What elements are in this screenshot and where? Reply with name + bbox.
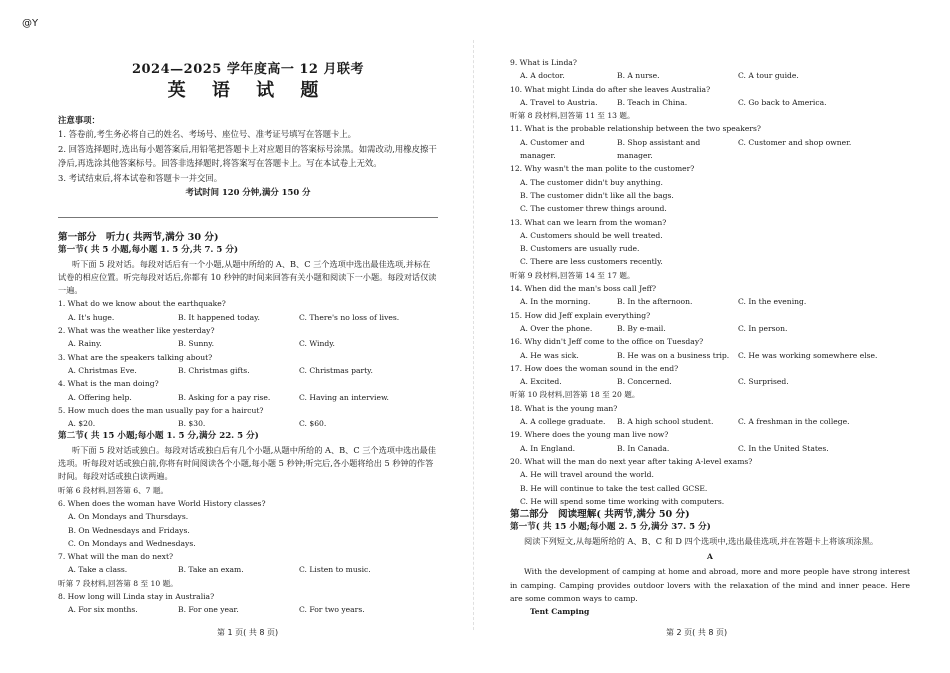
option: B. On Wednesdays and Fridays. xyxy=(68,525,190,535)
option-row xyxy=(510,442,910,455)
option: C. There are less customers recently. xyxy=(520,257,663,267)
option: B. Teach in China. xyxy=(617,97,688,107)
question-stem: 5. How much does the man usually pay for a haircut? xyxy=(58,405,264,415)
notice-block xyxy=(58,113,438,199)
section-title: 第一节( 共 5 小题,每小题 1. 5 分,共 7. 5 分) xyxy=(58,245,239,256)
time-info: 考试时间 120 分钟,满分 150 分 xyxy=(185,187,311,198)
option: A. Customer and manager. xyxy=(520,137,585,161)
passage-text: With the development of camping at home and abroad, more and more people have strong interest in camping. Camping provides outdoor lovers with the relaxation of the mind and inner peace. Here are some common ways to camp. xyxy=(510,567,910,603)
option: B. It happened today. xyxy=(178,312,260,322)
subject-title: 英 语 试 题 xyxy=(167,80,329,101)
option: C. A freshman in the college. xyxy=(738,417,850,427)
option: A. He will travel around the world. xyxy=(520,470,654,480)
question-stem: 9. What is Linda? xyxy=(510,58,577,67)
option: C. Go back to America. xyxy=(738,97,827,107)
option: A. A college graduate. xyxy=(520,417,606,427)
option: A. In England. xyxy=(520,443,576,453)
question-stem: 7. What will the man do next? xyxy=(58,552,174,562)
question-stem: 10. What might Linda do after she leaves Australia? xyxy=(510,84,711,94)
question xyxy=(58,404,438,431)
option: A. The customer didn't buy anything. xyxy=(520,177,663,187)
option: B. $30. xyxy=(178,419,206,429)
option: B. Take an exam. xyxy=(178,565,244,575)
option-row xyxy=(510,295,910,308)
option: A. $20. xyxy=(68,419,96,429)
option-row xyxy=(58,417,438,430)
question-stem: 17. How does the woman sound in the end? xyxy=(510,363,679,373)
option: C. A tour guide. xyxy=(738,71,799,81)
option-row xyxy=(510,96,910,109)
option: C. On Mondays and Wednesdays. xyxy=(68,538,196,548)
option: A. A doctor. xyxy=(520,71,565,81)
question-stem: 20. What will the man do next year after taking A-level exams? xyxy=(510,456,753,466)
question xyxy=(510,402,910,429)
option: C. Windy. xyxy=(299,339,335,349)
option: B. He will continue to take the test called GCSE. xyxy=(520,483,708,493)
page-footer: 第 2 页( 共 8 页) xyxy=(666,628,728,637)
option: B. In the afternoon. xyxy=(617,297,693,307)
option-row xyxy=(510,375,910,388)
part-title: 第二部分 阅读理解( 共两节,满分 50 分) xyxy=(510,509,690,521)
option: C. In the evening. xyxy=(738,297,807,307)
option: C. Customer and shop owner. xyxy=(738,137,852,147)
option: C. Listen to music. xyxy=(299,565,371,575)
option: B. Sunny. xyxy=(178,339,214,349)
option-stack xyxy=(510,468,910,508)
material-intro: 听第 6 段材料,回答第 6、7 题。 xyxy=(58,485,169,495)
option: C. Having an interview. xyxy=(299,392,389,402)
notice-item: 1. 答卷前,考生务必将自己的姓名、考场号、座位号、准考证号填写在答题卡上。 xyxy=(58,129,357,140)
notice-rule xyxy=(58,217,438,218)
question-stem: 8. How long will Linda stay in Australia? xyxy=(58,592,215,602)
listening-section xyxy=(58,231,438,617)
question xyxy=(510,335,910,362)
question-stem: 16. Why didn't Jeff come to the office on Tuesday? xyxy=(510,337,704,347)
option: A. Travel to Austria. xyxy=(520,97,598,107)
question xyxy=(510,122,910,162)
question-stem: 18. What is the young man? xyxy=(510,403,618,413)
question xyxy=(510,362,910,389)
option: C. $60. xyxy=(299,419,327,429)
page-divider xyxy=(473,40,474,630)
option: C. In the United States. xyxy=(738,443,829,453)
option-stack xyxy=(58,510,438,550)
option-row xyxy=(510,322,910,335)
option-row xyxy=(58,391,438,404)
option: A. He was sick. xyxy=(520,350,579,360)
option: A. Excited. xyxy=(520,377,562,387)
passage-subheading: Tent Camping xyxy=(530,607,590,617)
question xyxy=(510,56,910,83)
option: A. On Mondays and Thursdays. xyxy=(68,512,189,522)
option: C. He was working somewhere else. xyxy=(738,350,878,360)
option: B. By e-mail. xyxy=(617,323,666,333)
question-stem: 4. What is the man doing? xyxy=(58,379,159,389)
option-row xyxy=(510,349,910,362)
question-stem: 12. Why wasn't the man polite to the customer? xyxy=(510,164,695,174)
option: A. Offering help. xyxy=(68,392,132,402)
question xyxy=(58,324,438,351)
section-title: 第一节( 共 15 小题;每小题 2. 5 分,满分 37. 5 分) xyxy=(510,522,711,533)
option-row xyxy=(58,364,438,377)
question xyxy=(510,282,910,309)
option: B. Concerned. xyxy=(617,377,672,387)
question-stem: 15. How did Jeff explain everything? xyxy=(510,310,651,320)
question xyxy=(58,297,438,324)
question xyxy=(58,351,438,378)
section-instructions: 阅读下列短文,从每题所给的 A、B、C 和 D 四个选项中,选出最佳选项,并在答题卡上将该项涂黑。 xyxy=(524,535,879,546)
option: B. Asking for a pay rise. xyxy=(178,392,271,402)
option: C. In person. xyxy=(738,323,788,333)
question-stem: 14. When did the man's boss call Jeff? xyxy=(510,284,657,294)
question xyxy=(58,590,438,617)
question xyxy=(510,455,910,508)
notice-item: 2. 回答选择题时,选出每小题答案后,用铅笔把答题卡上对应题目的答案标号涂黑。如需改动,用橡皮擦干净后,再选涂其他答案标号。回答非选择题时,将答案写在答题卡上。写在本试卷上无效。 xyxy=(58,143,437,169)
question-stem: 11. What is the probable relationship between the two speakers? xyxy=(510,124,761,134)
notice-item: 3. 考试结束后,将本试卷和答题卡一并交回。 xyxy=(58,172,223,183)
option-row xyxy=(58,603,438,616)
option-row xyxy=(58,311,438,324)
option: A. Take a class. xyxy=(68,565,128,575)
option: B. The customer didn't like all the bags. xyxy=(520,190,674,200)
question xyxy=(58,497,438,550)
question xyxy=(510,216,910,269)
passage-label: A xyxy=(707,551,713,561)
option: A. Customers should be well treated. xyxy=(520,230,663,240)
option-stack xyxy=(510,176,910,216)
question-stem: 2. What was the weather like yesterday? xyxy=(58,326,215,336)
question-stem: 19. Where does the young man live now? xyxy=(510,430,669,440)
question xyxy=(510,309,910,336)
option: C. There's no loss of lives. xyxy=(299,312,400,322)
option: B. Shop assistant and manager. xyxy=(617,137,701,161)
option: C. The customer threw things around. xyxy=(520,204,667,214)
option-row xyxy=(58,337,438,350)
option: B. For one year. xyxy=(178,605,239,615)
option: A. Christmas Eve. xyxy=(68,365,137,375)
option-row xyxy=(510,69,910,82)
material-intro: 听第 7 段材料,回答第 8 至 10 题。 xyxy=(58,578,178,588)
option-row xyxy=(510,415,910,428)
option-row xyxy=(58,563,438,576)
page-footer: 第 1 页( 共 8 页) xyxy=(217,628,279,637)
option: B. He was on a business trip. xyxy=(617,350,730,360)
option: A. In the morning. xyxy=(520,297,591,307)
section-instructions: 听下面 5 段对话或独白。每段对话或独白后有几个小题,从题中所给的 A、B、C 三个选项中选出最佳选项。听每段对话或独白前,你将有时间阅读各个小题,每小题 5 秒钟;听完后,各小题将给出 5 秒钟的作答时间。每段对话或独白读两遍。 xyxy=(58,444,436,482)
question xyxy=(510,162,910,215)
material-intro: 听第 9 段材料,回答第 14 至 17 题。 xyxy=(510,270,635,280)
option: A. For six months. xyxy=(68,605,138,615)
option: A. Over the phone. xyxy=(520,323,593,333)
option: A. It's huge. xyxy=(68,312,115,322)
option: C. For two years. xyxy=(299,605,365,615)
material-intro: 听第 8 段材料,回答第 11 至 13 题。 xyxy=(510,111,635,121)
question xyxy=(58,377,438,404)
option: C. Christmas party. xyxy=(299,365,373,375)
option: B. Christmas gifts. xyxy=(178,365,250,375)
listening-continued xyxy=(510,56,910,618)
corner-mark: @Y xyxy=(22,18,39,29)
option-stack xyxy=(510,229,910,269)
material-intro: 听第 10 段材料,回答第 18 至 20 题。 xyxy=(510,390,640,400)
question-stem: 13. What can we learn from the woman? xyxy=(510,217,667,227)
exam-title: 2024—2025 学年度高一 12 月联考 xyxy=(131,62,365,77)
option: B. A nurse. xyxy=(617,71,660,81)
section-title: 第二节( 共 15 小题;每小题 1. 5 分,满分 22. 5 分) xyxy=(58,431,259,442)
question-stem: 3. What are the speakers talking about? xyxy=(58,352,213,362)
part-title: 第一部分 听力( 共两节,满分 30 分) xyxy=(58,232,219,243)
option: A. Rainy. xyxy=(68,339,102,349)
question-stem: 6. When does the woman have World History classes? xyxy=(58,498,266,508)
notice-heading: 注意事项： xyxy=(58,115,100,125)
option: B. Customers are usually rude. xyxy=(520,244,640,254)
option: C. Surprised. xyxy=(738,377,789,387)
question xyxy=(58,550,438,577)
section-instructions: 听下面 5 段对话。每段对话后有一个小题,从题中所给的 A、B、C 三个选项中选出最佳选项,并标在试卷的相应位置。听完每段对话后,你都有 10 秒钟的时间来回答有关小题和阅读下一小题。每段对话仅读一遍。 xyxy=(58,258,437,296)
option: B. In Canada. xyxy=(617,443,670,453)
option: B. A high school student. xyxy=(617,417,714,427)
option-row xyxy=(510,136,910,163)
question xyxy=(510,428,910,455)
question-stem: 1. What do we know about the earthquake? xyxy=(58,299,226,309)
question xyxy=(510,83,910,110)
option: C. He will spend some time working with computers. xyxy=(520,496,725,506)
